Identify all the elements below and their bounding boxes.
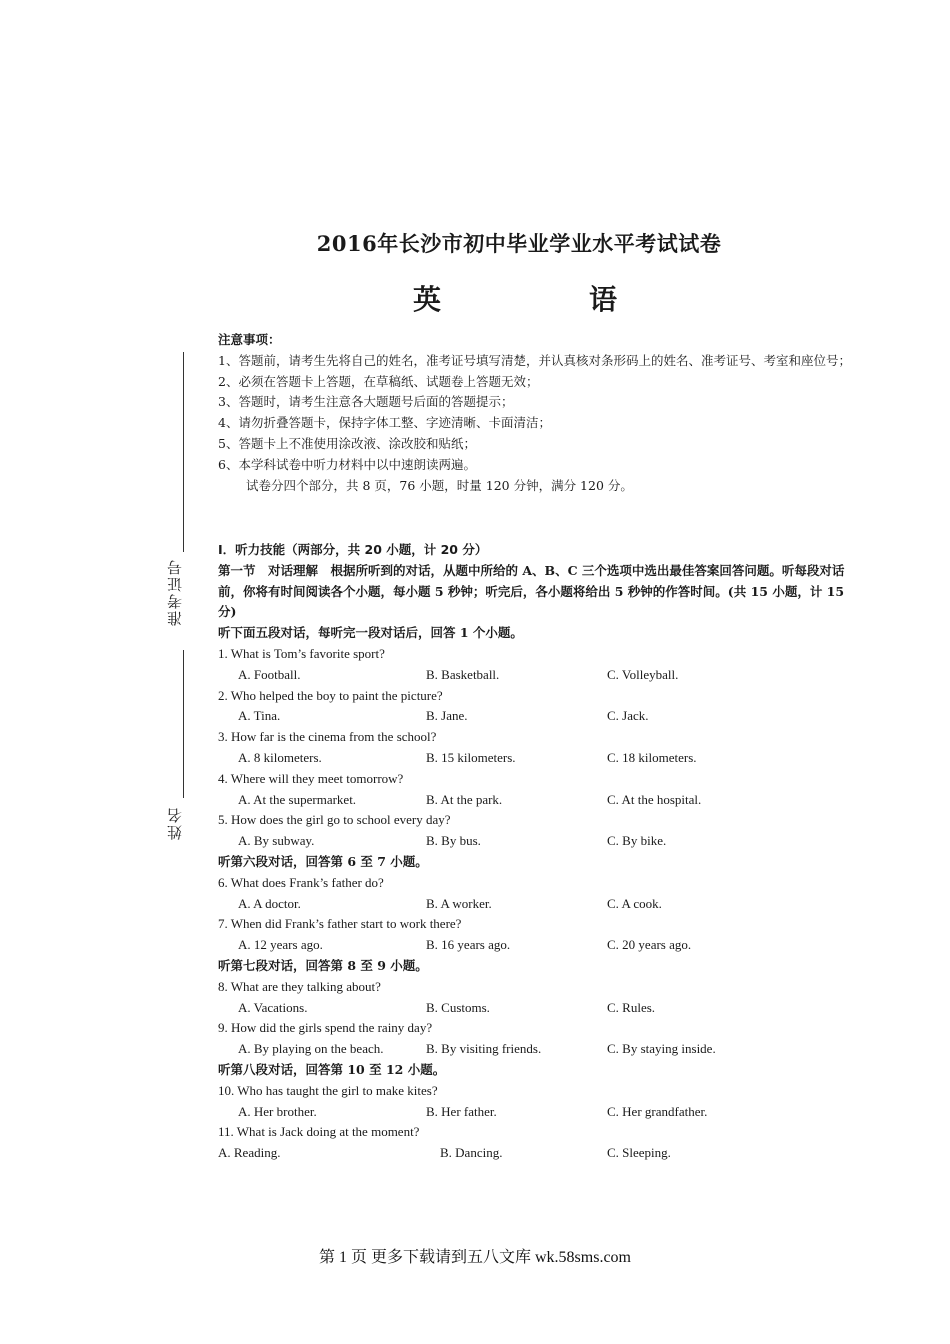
option-b: B. By visiting friends. <box>426 1041 542 1057</box>
options-row <box>218 790 858 811</box>
option-a: A. By subway. <box>238 833 315 849</box>
option-c: C. At the hospital. <box>607 791 702 807</box>
option-c: C. By bike. <box>607 833 667 849</box>
binding-line-top <box>183 352 184 552</box>
group-instruction: 听第八段对话，回答第 10 至 12 小题。 <box>218 1061 446 1077</box>
options-row <box>218 935 858 956</box>
options-row <box>218 894 858 915</box>
option-a: A. By playing on the beach. <box>238 1041 384 1057</box>
question: 6. What does Frank’s father do? <box>218 874 384 890</box>
options-row <box>218 748 858 769</box>
option-c: C. 18 kilometers. <box>607 749 697 765</box>
subject-title: 英 语 <box>412 283 677 316</box>
option-c: C. By staying inside. <box>607 1041 716 1057</box>
option-c: C. Her grandfather. <box>607 1103 708 1119</box>
options-row <box>218 1039 858 1060</box>
notice-heading: 注意事项： <box>218 332 281 347</box>
option-b: B. Customs. <box>426 999 490 1015</box>
exam-id-label: 准考证号 <box>166 558 184 626</box>
question: 2. Who helped the boy to paint the picture? <box>218 687 443 703</box>
option-b: B. 16 years ago. <box>426 937 511 953</box>
group-instruction: 听下面五段对话，每听完一段对话后，回答 1 个小题。 <box>218 625 523 641</box>
option-a: A. 8 kilometers. <box>238 749 322 765</box>
option-b: B. At the park. <box>426 791 503 807</box>
question: 8. What are they talking about? <box>218 978 381 994</box>
option-a: A. Reading. <box>218 1145 281 1161</box>
options-row <box>218 831 858 852</box>
options-row <box>218 998 858 1019</box>
options-row <box>218 706 858 727</box>
option-b: B. Jane. <box>426 708 468 724</box>
page-title: 2016年长沙市初中毕业学业水平考试试卷 <box>316 231 722 256</box>
notice-item: 1、答题前，请考生先将自己的姓名，准考证号填写清楚，并认真核对条形码上的姓名、准考证号、考室和座位号； <box>218 352 851 368</box>
question: 9. How did the girls spend the rainy day? <box>218 1020 433 1036</box>
option-b: B. 15 kilometers. <box>426 749 516 765</box>
notice-item: 6、本学科试卷中听力材料中以中速朗读两遍。 <box>218 456 476 472</box>
option-c: C. Jack. <box>607 708 649 724</box>
option-a: A. A doctor. <box>238 895 301 911</box>
question: 1. What is Tom’s favorite sport? <box>218 645 385 661</box>
option-a: A. 12 years ago. <box>238 937 323 953</box>
option-c: C. A cook. <box>607 895 662 911</box>
question: 3. How far is the cinema from the school? <box>218 729 437 745</box>
exam-summary: 试卷分四个部分，共 8 页，76 小题，时量 120 分钟，满分 120 分。 <box>246 477 633 493</box>
question: 7. When did Frank’s father start to work there? <box>218 916 462 932</box>
options-row <box>218 1143 858 1164</box>
option-b: B. Dancing. <box>440 1145 503 1161</box>
option-a: A. Vacations. <box>238 999 308 1015</box>
question: 4. Where will they meet tomorrow? <box>218 770 404 786</box>
section-intro: 第一节 对话理解 根据所听到的对话，从题中所给的 A、B、C 三个选项中选出最佳答案回答问题。听每段对话前，你将有时间阅读各个小题，每小题 5 秒钟；听完后，各小题将给出 5 秒钟的作答时间。(共 15 小题，计 15 分) <box>218 562 845 620</box>
notice-item: 4、请勿折叠答题卡，保持字体工整、字迹清晰、卡面清洁； <box>218 415 551 431</box>
option-b: B. A worker. <box>426 895 492 911</box>
option-c: C. Rules. <box>607 999 656 1015</box>
option-a: A. Tina. <box>238 708 281 724</box>
question: 10. Who has taught the girl to make kites? <box>218 1082 438 1098</box>
options-row <box>218 665 858 686</box>
option-b: B. Basketball. <box>426 666 500 682</box>
notice-block <box>218 330 858 496</box>
binding-line-middle <box>183 650 184 798</box>
listening-section <box>218 540 858 1164</box>
options-row <box>218 1102 858 1123</box>
option-a: A. Her brother. <box>238 1103 317 1119</box>
option-a: A. At the supermarket. <box>238 791 357 807</box>
option-b: B. Her father. <box>426 1103 497 1119</box>
page-footer: 第 1 页 更多下载请到五八文库 wk.58sms.com <box>318 1249 631 1266</box>
name-label: 姓名 <box>166 806 184 840</box>
part-heading: I．听力技能（两部分，共 20 小题，计 20 分） <box>218 542 488 557</box>
option-c: C. Sleeping. <box>607 1145 671 1161</box>
group-instruction: 听第七段对话，回答第 8 至 9 小题。 <box>218 957 428 973</box>
option-b: B. By bus. <box>426 833 481 849</box>
notice-item: 2、必须在答题卡上答题，在草稿纸、试题卷上答题无效； <box>218 373 539 389</box>
notice-item: 3、答题时，请考生注意各大题题号后面的答题提示； <box>218 394 514 410</box>
question: 11. What is Jack doing at the moment? <box>218 1124 420 1140</box>
option-a: A. Football. <box>238 666 301 682</box>
option-c: C. Volleyball. <box>607 666 679 682</box>
question: 5. How does the girl go to school every day? <box>218 812 451 828</box>
group-instruction: 听第六段对话，回答第 6 至 7 小题。 <box>218 853 428 869</box>
notice-item: 5、答题卡上不准使用涂改液、涂改胶和贴纸； <box>218 435 476 451</box>
option-c: C. 20 years ago. <box>607 937 692 953</box>
